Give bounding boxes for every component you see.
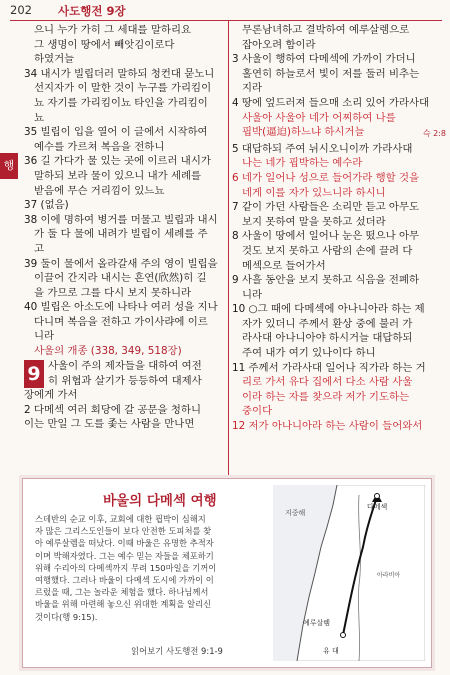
- verse-line: 니라: [34, 330, 55, 343]
- verse-line: [232, 288, 446, 303]
- verse-line: 예수를 가르쳐 복음을 전하니: [34, 140, 165, 153]
- info-box-line: 스데반의 순교 이후, 교회에 대한 핍박이 심해지: [35, 514, 206, 524]
- verse-line: [232, 273, 446, 288]
- verse-text: 것도 보지 못하고 사람의 손에 끌려 다: [242, 244, 413, 257]
- verse-text: 무론남녀하고 결박하여 예루살렘으로: [242, 24, 410, 36]
- verse-text: 리로 가서 유다 집에서 다소 사람 사울: [242, 376, 413, 389]
- info-box-line: 것이다(행 9:15).: [35, 611, 98, 622]
- verse-line: [232, 142, 446, 157]
- verse-line: 선지자가 이 말한 것이 누구를 가리킴이: [34, 82, 212, 95]
- verse-text: 핍박(逼迫)하느냐 하시거늘: [242, 126, 365, 139]
- info-box-line: 아 예루살렘을 떠났다. 이때 바울은 유명한 추적자: [35, 538, 214, 549]
- verse-text: 사울아 사울아 네가 어찌하여 나를: [242, 111, 396, 124]
- jerusalem-dot: [341, 633, 346, 638]
- header-rule: [10, 20, 442, 21]
- verse-line: 가 둘 다 물에 내려가 빌립이 세례를 주: [34, 228, 208, 241]
- verse-line: 37 (없음): [24, 199, 69, 212]
- verse-line: 장에게 가서: [24, 389, 78, 402]
- verse-text: 주여 내가 여기 있나이다 하니: [242, 347, 376, 360]
- verse-line: [232, 229, 446, 244]
- verse-line: 고: [34, 242, 45, 255]
- verse-line: [232, 390, 446, 405]
- verse-text: 8 사울이 땅에서 일어나 눈은 떴으나 아무: [232, 230, 420, 243]
- book-side-tab[interactable]: 행: [0, 153, 18, 179]
- info-box: [22, 478, 432, 668]
- map-label-damascus: 다메섹: [367, 503, 388, 511]
- verse-text: 5 대답하되 주여 뉘시오니이까 가라사대: [232, 142, 413, 155]
- verse-text: 지라: [242, 82, 263, 95]
- verse-line: 38 이에 명하여 병거를 머물고 빌립과 내시: [24, 213, 218, 226]
- verse-text: 9 사흘 동안을 보지 못하고 식음을 전폐하: [232, 274, 420, 287]
- verse-line: [232, 404, 446, 419]
- verse-line: 말하되 보라 물이 있으니 내가 세례를: [34, 169, 202, 182]
- info-box-line: 바울을 위해 마련해 놓으신 위대한 계획을 알리신: [35, 599, 212, 610]
- verse-text: 10 ○그 때에 다메섹에 아나니아라 하는 제: [232, 303, 425, 316]
- verse-text: 메섹으로 들어가서: [242, 259, 326, 272]
- verse-line: [232, 419, 446, 434]
- verse-line: 다니며 복음을 전하고 가이사랴에 이르: [34, 315, 208, 328]
- chapter-number: 9: [24, 360, 44, 388]
- verse-line: 40 빌립은 아소도에 나타나 여러 성을 지나: [24, 301, 218, 314]
- verse-line: 그 생명이 땅에서 빼앗김이로다: [34, 38, 175, 51]
- map-label-jerusalem: 예루살렘: [303, 619, 331, 627]
- verse-text: 나는 네가 핍박하는 예수라: [242, 157, 363, 170]
- cross-reference: 슥 2:8: [422, 129, 446, 139]
- verse-line: 받음에 무슨 거리낌이 있느뇨: [34, 184, 165, 197]
- info-box-title: 바울의 다메섹 여행: [103, 493, 217, 509]
- verse-line: 35 빌립이 입을 열어 이 글에서 시작하여: [24, 126, 208, 139]
- verse-line: [232, 96, 446, 111]
- verse-line: [232, 244, 446, 259]
- verse-line: [232, 375, 446, 390]
- verse-line: [232, 361, 446, 376]
- verse-line: 39 둘이 물에서 올라갈새 주의 영이 빌립을: [24, 257, 218, 270]
- verse-line: [232, 125, 446, 142]
- verse-text: 3 사울이 행하여 다메섹에 가까이 가더니: [232, 53, 416, 66]
- info-box-line: 이며 박해자였다. 그는 예수 믿는 자들을 체포하기: [35, 550, 214, 561]
- verse-line: 34 내시가 빌립더러 말하되 청컨대 묻노니: [24, 67, 215, 80]
- verse-line: [232, 200, 446, 215]
- right-column: [232, 23, 446, 434]
- verse-line: 을 가므로 그를 다시 보지 못하니라: [34, 286, 192, 299]
- column-divider: [228, 20, 229, 477]
- page-number: 202: [10, 3, 32, 17]
- verse-line: 이는 만일 그 도를 좇는 사람을 만나면: [24, 418, 195, 431]
- further-reading: 읽어보기 사도행전 9:1-9: [131, 646, 223, 656]
- verse-line: 뇨 자기를 가리킴이뇨 타인을 가리킴이: [34, 96, 208, 109]
- verse-line: [232, 259, 446, 274]
- verse-line: [232, 52, 446, 67]
- verse-line: 뇨: [34, 111, 45, 124]
- verse-text: 니라: [242, 288, 263, 301]
- verse-line: 이끌어 간지라 내시는 흔연(欣然)히 길: [34, 272, 207, 285]
- damascus-dot: [375, 494, 380, 499]
- verse-text: 11 주께서 가라사대 일어나 직가라 하는 거: [232, 361, 426, 374]
- verse-line: [232, 346, 446, 361]
- info-box-line: 여행했다. 그러나 바울이 다메섹 도시에 가까이 이: [35, 575, 214, 586]
- chapter-start: [24, 359, 224, 432]
- verse-text: 보지 못하여 말을 못하고 섰더라: [242, 215, 386, 228]
- verse-line: [232, 156, 446, 171]
- verse-line: 2 다메섹 여러 회당에 갈 공문을 청하니: [24, 403, 201, 416]
- map-label-arabia: 아라비아: [377, 572, 401, 579]
- verse-text: 중이다: [242, 405, 273, 418]
- verse-line: [232, 81, 446, 96]
- verse-line: 히 위협과 살기가 등등하여 대제사: [48, 374, 202, 387]
- book-chapter-title: 사도행전 9장: [58, 4, 126, 18]
- section-heading: 사울의 개종 (338, 349, 518장): [34, 345, 182, 358]
- verse-line: [232, 23, 446, 38]
- map-label-judea: 유 대: [323, 647, 339, 655]
- verse-line: 사울이 주의 제자들을 대하여 여전: [48, 360, 202, 373]
- verse-text: 4 땅에 엎드러져 들으매 소리 있어 가라사대: [232, 96, 430, 109]
- verse-text: 라사대 아나니아야 하시거늘 대답하되: [242, 332, 413, 345]
- verse-text: 네게 이를 자가 있느니라 하시니: [242, 186, 386, 199]
- verse-line: [232, 215, 446, 230]
- info-box-line: 자 많은 그리스도인들이 보다 안전한 도피처를 찾: [35, 526, 212, 537]
- journey-map: [273, 485, 425, 661]
- info-box-body: [35, 513, 235, 623]
- verse-line: [232, 317, 446, 332]
- verse-line: [232, 186, 446, 201]
- verse-line: [232, 302, 446, 317]
- info-box-line: 위해 수리아의 다메섹까지 무려 150마일을 기꺼이: [35, 562, 217, 573]
- verse-text: 자가 있더니 주께서 환상 중에 불러 가: [242, 317, 413, 330]
- verse-text: 12 저가 아나니아라 하는 사람이 들어와서: [232, 420, 423, 433]
- verse-line: 하였거늘: [34, 53, 75, 66]
- verse-line: [232, 111, 446, 126]
- verse-line: [232, 171, 446, 186]
- verse-text: 6 네가 일어나 성으로 들어가라 행할 것을: [232, 171, 420, 184]
- verse-line: [232, 331, 446, 346]
- verse-line: [232, 38, 446, 53]
- verse-line: 으니 누가 가히 그 세대를 말하리요: [34, 24, 192, 36]
- verse-text: 홀연히 하늘로서 빛이 저를 둘러 비추는: [242, 67, 420, 80]
- map-label-sea: 지중해: [285, 509, 306, 517]
- left-column: [24, 23, 224, 432]
- verse-line: [232, 67, 446, 82]
- verse-text: 잡아오려 함이라: [242, 38, 316, 51]
- page-header: [0, 0, 450, 22]
- verse-line: 36 길 가다가 물 있는 곳에 이르러 내시가: [24, 155, 211, 168]
- verse-text: 7 같이 가던 사람들은 소리만 듣고 아무도: [232, 201, 420, 214]
- verse-text: 이라 하는 자를 찾으라 저가 기도하는: [242, 390, 410, 403]
- info-box-line: 르렀을 때, 그는 놀라운 체험을 했다. 하나님께서: [35, 587, 209, 598]
